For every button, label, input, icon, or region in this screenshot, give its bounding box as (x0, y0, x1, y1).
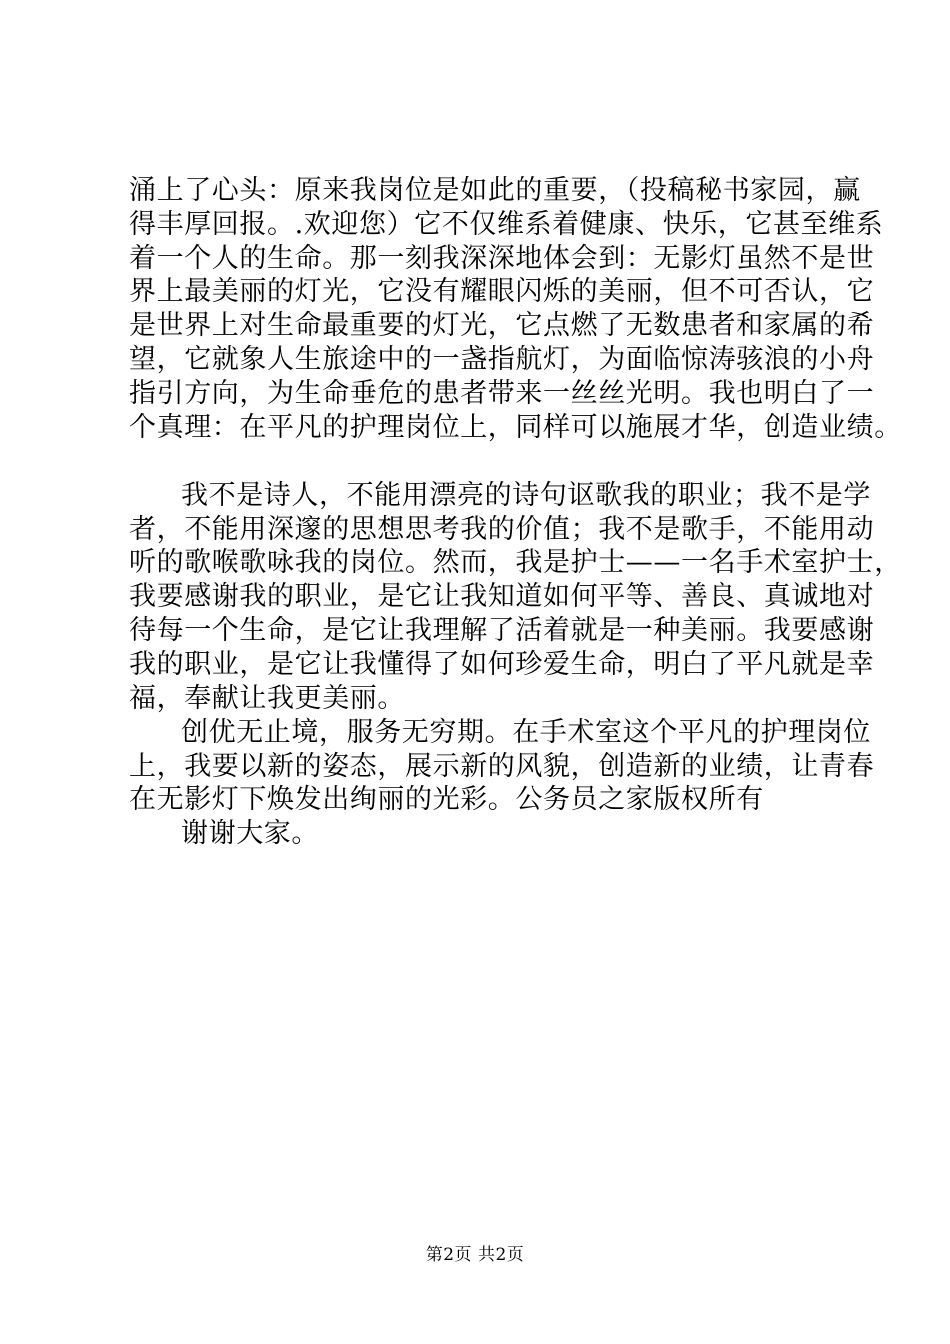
text-line: 界上最美丽的灯光，它没有耀眼闪烁的美丽，但不可否认，它 (129, 276, 875, 307)
text-line: 谢谢大家。 (181, 818, 319, 849)
text-line: 个真理：在平凡的护理岗位上，同样可以施展才华，创造业绩。 (129, 412, 902, 443)
text-line: 得丰厚回报。.欢迎您）它不仅维系着健康、快乐，它甚至维系 (129, 209, 884, 240)
text-line: 望，它就象人生旅途中的一盏指航灯，为面临惊涛骇浪的小舟 (129, 344, 875, 375)
text-line: 上，我要以新的姿态，展示新的风貌，创造新的业绩，让青春 (129, 751, 875, 782)
text-line: 我要感谢我的职业，是它让我知道如何平等、善良、真诚地对 (129, 581, 875, 612)
text-line: 着一个人的生命。那一刻我深深地体会到：无影灯虽然不是世 (129, 243, 875, 274)
text-line: 我的职业，是它让我懂得了如何珍爱生命，明白了平凡就是幸 (129, 649, 875, 680)
text-line: 在无影灯下焕发出绚丽的光彩。公务员之家版权所有 (129, 784, 764, 815)
text-line: 指引方向，为生命垂危的患者带来一丝丝光明。我也明白了一 (129, 378, 875, 409)
text-line: 创优无止境，服务无穷期。在手术室这个平凡的护理岗位 (181, 717, 871, 748)
text-line: 涌上了心头：原来我岗位是如此的重要，（投稿秘书家园，赢 (129, 175, 861, 206)
text-line: 我不是诗人，不能用漂亮的诗句讴歌我的职业；我不是学 (181, 480, 871, 511)
text-line: 福，奉献让我更美丽。 (129, 683, 405, 714)
page-number-footer: 第2页 共2页 (425, 1245, 525, 1265)
text-line: 听的歌喉歌咏我的岗位。然而，我是护士——一名手术室护士， (129, 547, 902, 578)
text-line: 待每一个生命，是它让我理解了活着就是一种美丽。我要感谢 (129, 615, 875, 646)
text-line: 者，不能用深邃的思想思考我的价值；我不是歌手，不能用动 (129, 514, 875, 545)
text-line: 是世界上对生命最重要的灯光，它点燃了无数患者和家属的希 (129, 310, 875, 341)
